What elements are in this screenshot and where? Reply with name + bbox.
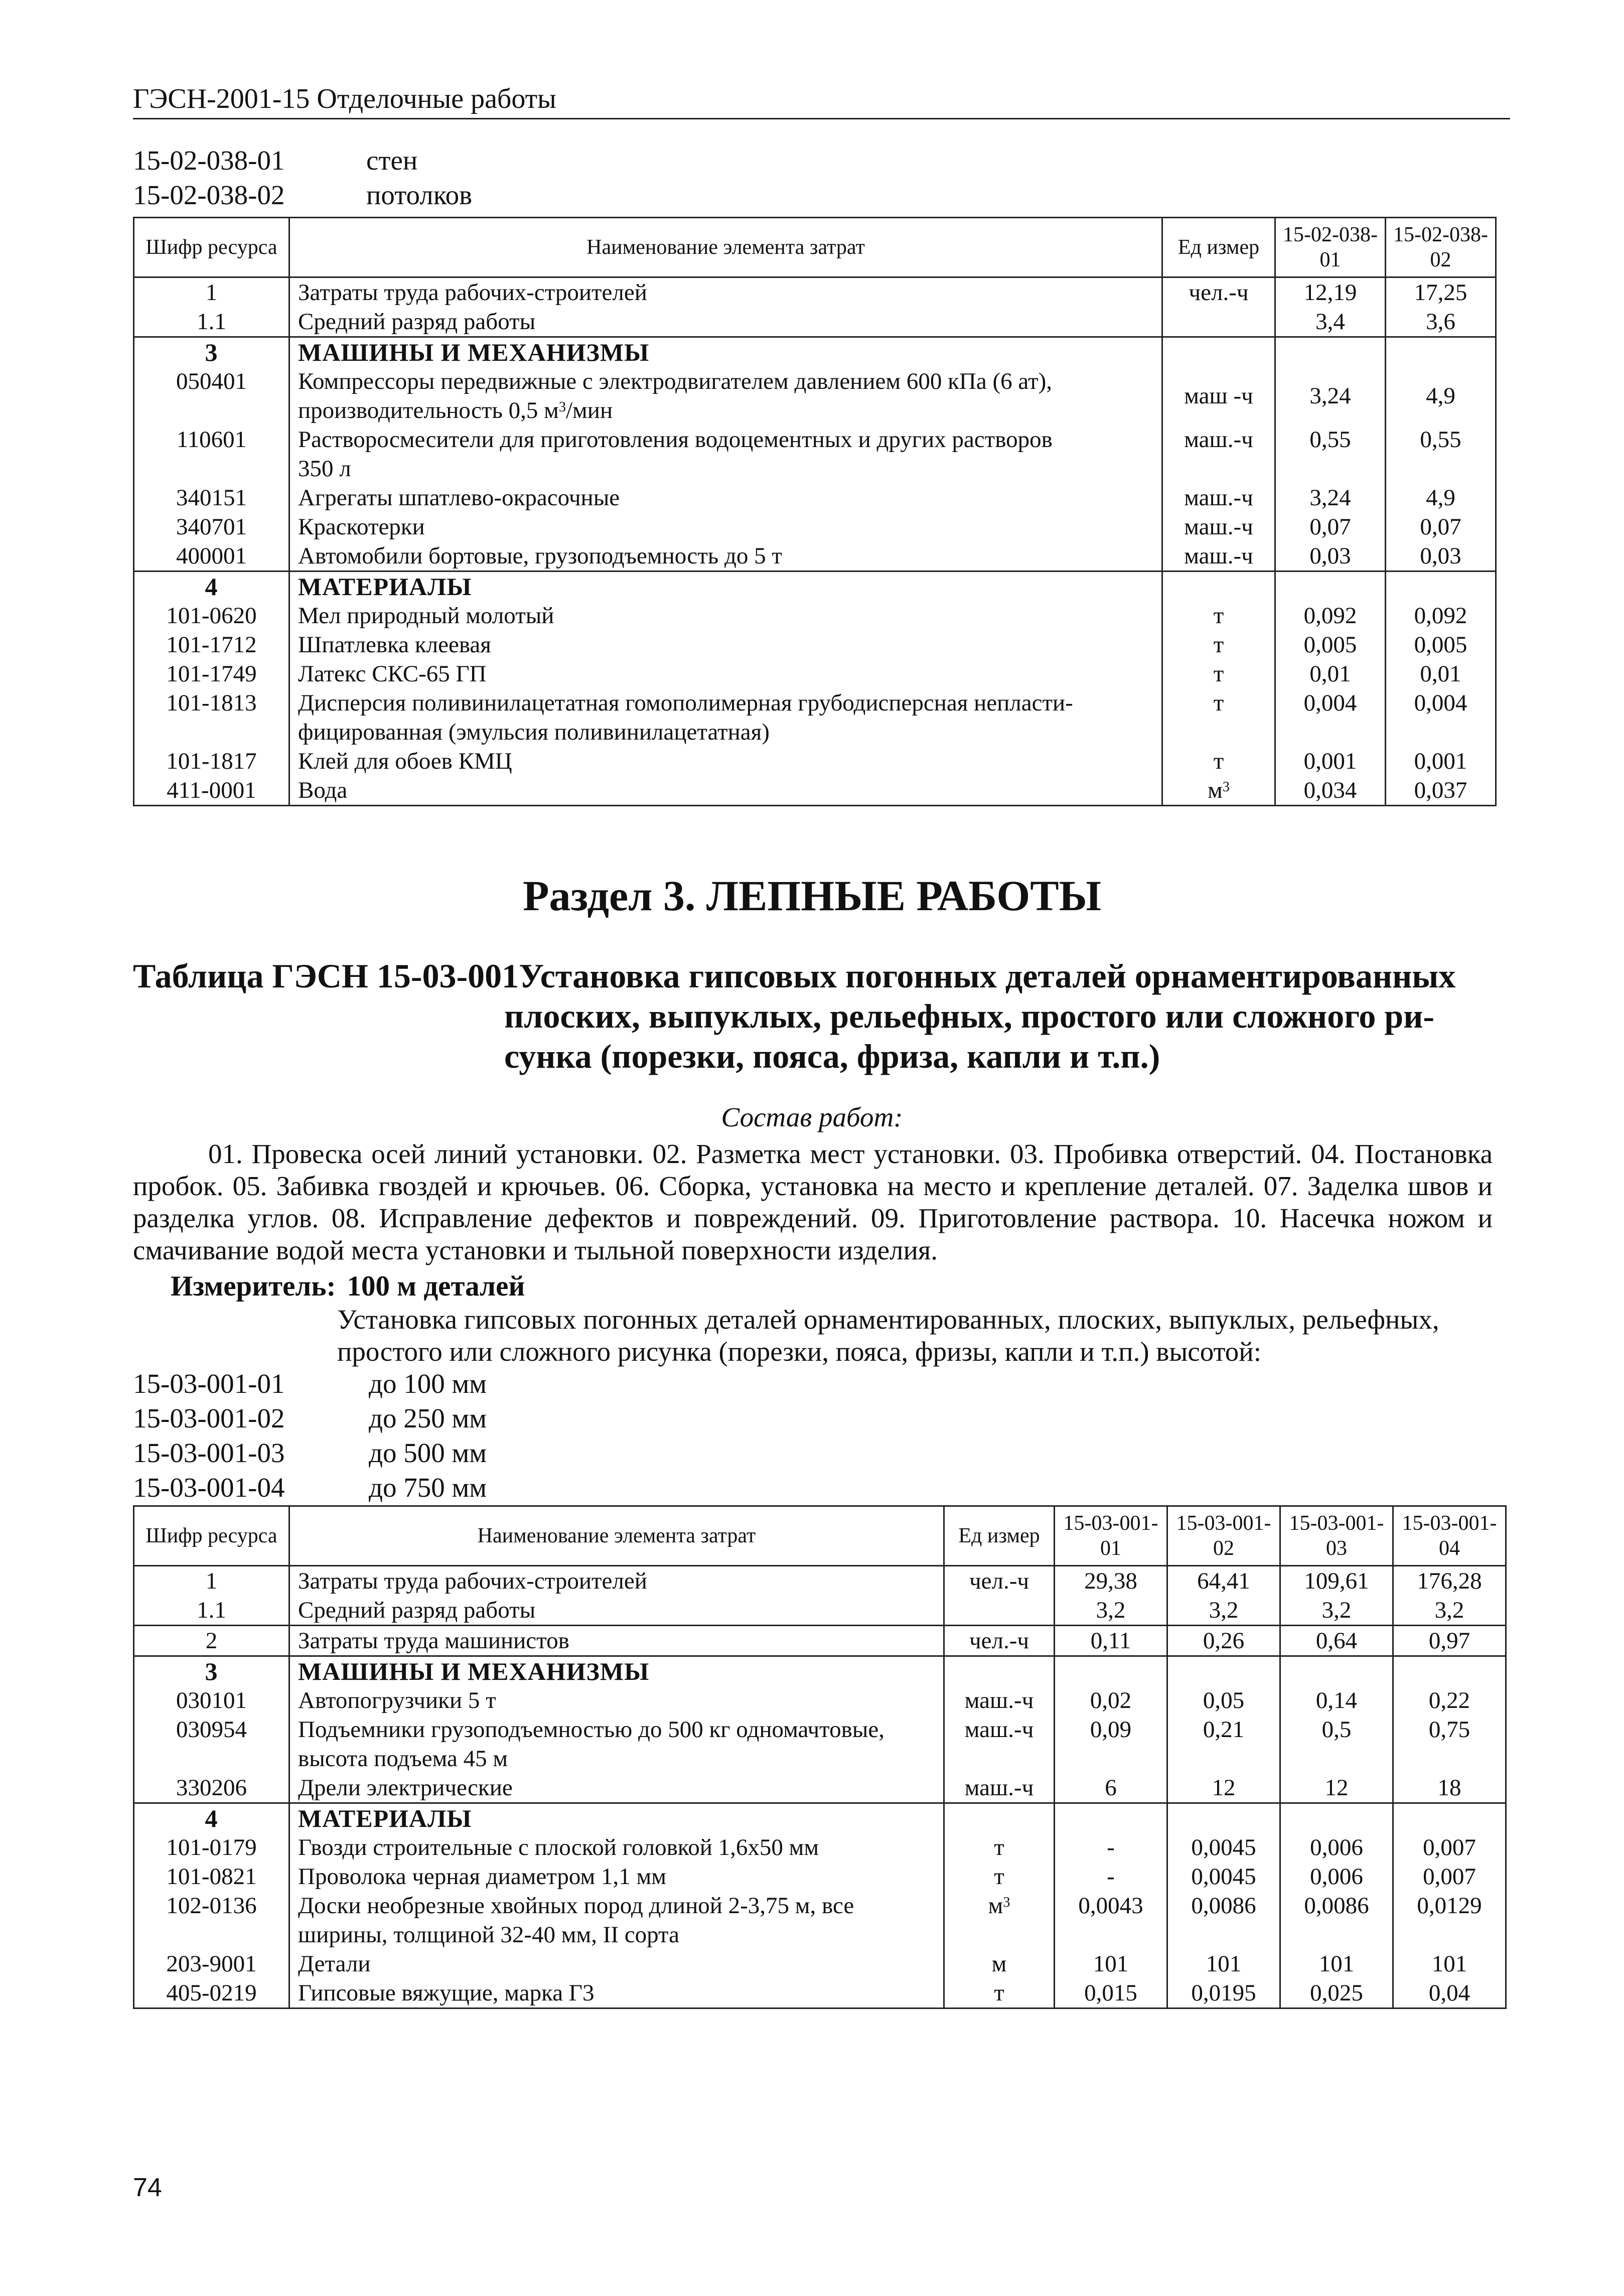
table-header-row [134,1506,1506,1566]
cell-code: 110601 [134,425,289,483]
running-header: ГЭСН-2001-15 Отделочные работы [133,83,1510,119]
top-code-list [133,143,472,212]
cell-name: Агрегаты шпатлево-окрасочные [289,483,1162,512]
cell-value: 0,11 [1055,1626,1167,1656]
table-row [134,659,1496,688]
cell-unit: маш.-ч [1162,425,1275,483]
code: 15-02-038-02 [133,180,285,210]
table-row [134,1596,1506,1626]
cell-code: 102-0136 [134,1891,289,1949]
header-col2: 15-02-038-02 [1386,218,1496,277]
cell-name: Шпатлевка клеевая [289,630,1162,659]
cell-value: 18 [1393,1773,1506,1803]
cell-name: Автомобили бортовые, грузоподъемность до 5 т [289,541,1162,571]
table-row [134,1891,1506,1949]
cell-unit: маш.-ч [1162,512,1275,541]
cell-value: 3,6 [1386,307,1496,337]
cell-unit: т [944,1978,1055,2008]
table-title [133,956,1478,1076]
cell-value: 0,26 [1167,1626,1280,1656]
header-col1: 15-02-038-01 [1275,218,1386,277]
cell-value: 0,005 [1386,630,1496,659]
table-row [134,776,1496,806]
cell-value: 0,97 [1393,1626,1506,1656]
cell-name: Затраты труда машинистов [289,1626,944,1656]
table-row [134,1715,1506,1773]
cell-value: 0,05 [1167,1686,1280,1715]
cell-name: Проволока черная диаметром 1,1 мм [289,1862,944,1891]
code: 15-03-001-01 [133,1368,285,1399]
cell-code: 1 [134,277,289,308]
table-row [134,512,1496,541]
cell-unit [944,1596,1055,1626]
cell-value: 0,01 [1275,659,1386,688]
cell-unit: маш.-ч [944,1686,1055,1715]
cell-value: 101 [1393,1949,1506,1978]
cell-value: 6 [1055,1773,1167,1803]
table-row [134,277,1496,308]
resource-table-15-03-001 [133,1505,1507,2009]
cell-code: 050401 [134,367,289,425]
cell-code: 411-0001 [134,776,289,806]
table-row [134,1686,1506,1715]
cell-code: 101-1749 [134,659,289,688]
cell-value: 4,9 [1386,367,1496,425]
cell-value: 0,005 [1275,630,1386,659]
table-row [134,425,1496,483]
cell-code: 340151 [134,483,289,512]
table-section-row [134,571,1496,602]
cell-name-line: Растворосмесители для приготовления водоцементных и других растворов [298,426,1053,453]
code-row [133,1470,487,1505]
cell-value: 3,2 [1393,1596,1506,1626]
header-code: Шифр ресурса [134,218,289,277]
header-col3: 15-03-001-03 [1280,1506,1393,1566]
cell-unit: т [944,1862,1055,1891]
cell-value: 64,41 [1167,1566,1280,1596]
cell-name-line: высота подъема 45 м [298,1746,508,1772]
cell-code: 2 [134,1626,289,1656]
table-row [134,1862,1506,1891]
cell-value: 0,07 [1275,512,1386,541]
table-row [134,1833,1506,1862]
resource-table-15-02-038 [133,217,1497,806]
table-header-row [134,218,1496,277]
cell-code: 340701 [134,512,289,541]
cell-value: 4,9 [1386,483,1496,512]
header-col2: 15-03-001-02 [1167,1506,1280,1566]
cell-code: 405-0219 [134,1978,289,2008]
cell-value: 0,07 [1386,512,1496,541]
cell-code: 4 [134,1803,289,1833]
cell-value: 0,55 [1386,425,1496,483]
cell-value: 0,0045 [1167,1833,1280,1862]
cell-value: 0,22 [1393,1686,1506,1715]
header-col1: 15-03-001-01 [1055,1506,1167,1566]
cell-name-line: фицированная (эмульсия поливинилацетатная) [298,719,770,745]
table-row [134,601,1496,630]
cell-value: - [1055,1862,1167,1891]
cell-code: 3 [134,337,289,367]
cell-value: 0,5 [1280,1715,1393,1773]
table-section-row [134,1656,1506,1686]
cell-value: 0,75 [1393,1715,1506,1773]
code-name: до 250 мм [369,1403,487,1433]
cell-name: Затраты труда рабочих-строителей [289,1566,944,1596]
cell-name: Мел природный молотый [289,601,1162,630]
cell-unit: м [944,1949,1055,1978]
cell-name: Гипсовые вяжущие, марка Г3 [289,1978,944,2008]
cell-value: 0,02 [1055,1686,1167,1715]
cell-value: 0,004 [1386,688,1496,747]
table-row [134,307,1496,337]
cell-unit: чел.-ч [944,1566,1055,1596]
table-row [134,747,1496,776]
code-name: потолков [366,180,473,210]
cell-name-line: производительность 0,5 $м^3$/мин [298,397,613,423]
code-name: до 100 мм [369,1368,487,1399]
cell-value: 0,034 [1275,776,1386,806]
cell-value: 0,025 [1280,1978,1393,2008]
cell-value: 101 [1280,1949,1393,1978]
cell-code: 3 [134,1656,289,1686]
cell-name: Автопогрузчики 5 т [289,1686,944,1715]
cell-value: 0,007 [1393,1862,1506,1891]
cell-unit: т [1162,747,1275,776]
cell-value: 0,0086 [1167,1891,1280,1949]
cell-code: 101-1712 [134,630,289,659]
table-section-row [134,337,1496,367]
cell-name: Средний разряд работы [289,307,1162,337]
cell-value: 0,64 [1280,1626,1393,1656]
cell-code: 101-1813 [134,688,289,747]
code-name: до 750 мм [369,1472,487,1503]
work-composition-text: 01. Провеска осей линий установки. 02. Разметка мест установки. 03. Пробивка отверстий. 04. Постановка пробок. 05. Забивка гвоздей и крючьев. 06. Сборка, установка на место и крепление деталей. 07. Заделка швов и разделка углов. 08. Исправление дефектов и повреждений. 09. Приготовление раствора. 10. Насечка ножом и смачивание водой места установки и тыльной поверхности изделия. [133,1138,1493,1265]
cell-unit: $м^3$ [1162,776,1275,806]
cell-name: Вода [289,776,1162,806]
cell-value: 0,001 [1275,747,1386,776]
cell-name [289,425,1162,483]
cell-name [289,1715,944,1773]
cell-value: 0,092 [1275,601,1386,630]
cell-value: 0,001 [1386,747,1496,776]
header-col4: 15-03-001-04 [1393,1506,1506,1566]
section-heading: МАТЕРИАЛЫ [289,571,1162,602]
cell-code: 030954 [134,1715,289,1773]
cell-value: 0,04 [1393,1978,1506,2008]
table-row [134,483,1496,512]
cell-value: 3,2 [1280,1596,1393,1626]
cell-value: 29,38 [1055,1566,1167,1596]
cell-unit: маш.-ч [1162,541,1275,571]
code-name: до 500 мм [369,1438,487,1468]
cell-code: 101-0620 [134,601,289,630]
table-row [134,1773,1506,1803]
cell-name: Латекс СКС-65 ГП [289,659,1162,688]
cell-value: 0,55 [1275,425,1386,483]
cell-name: Клей для обоев КМЦ [289,747,1162,776]
cell-name-line: Дисперсия поливинилацетатная гомополимерная грубодисперсная непласти- [298,690,1073,716]
cell-value: - [1055,1833,1167,1862]
cell-name: Краскотерки [289,512,1162,541]
code-row [133,178,472,212]
measure-description: Установка гипсовых погонных деталей орнаментированных, плоских, выпуклых, рельефных, простого или сложного рисунка (порезки, пояса, фризы, капли и т.п.) высотой: [337,1304,1439,1367]
cell-code: 1.1 [134,307,289,337]
cell-value: 17,25 [1386,277,1496,308]
section-heading: МАТЕРИАЛЫ [289,1803,944,1833]
cell-unit: чел.-ч [944,1626,1055,1656]
cell-value: 12 [1280,1773,1393,1803]
table-row [134,688,1496,747]
table-row [134,541,1496,571]
cell-unit: маш.-ч [1162,483,1275,512]
header-code: Шифр ресурса [134,1506,289,1566]
cell-code: 101-0179 [134,1833,289,1862]
table-title-line: Установка гипсовых погонных деталей орнаментированных [519,957,1456,995]
cell-name: Средний разряд работы [289,1596,944,1626]
cell-value: 3,2 [1167,1596,1280,1626]
cell-name [289,1891,944,1949]
code-name: стен [366,145,418,176]
cell-name-line: ширины, толщиной 32-40 мм, II сорта [298,1922,680,1948]
code-row [133,143,472,178]
cell-unit: т [1162,659,1275,688]
section-heading: МАШИНЫ И МЕХАНИЗМЫ [289,1656,944,1686]
cell-value: 3,24 [1275,367,1386,425]
cell-value: 0,006 [1280,1833,1393,1862]
cell-code: 203-9001 [134,1949,289,1978]
code-row [133,1366,487,1401]
cell-value: 12 [1167,1773,1280,1803]
cell-name: Гвозди строительные с плоской головкой 1,6х50 мм [289,1833,944,1862]
cell-value: 0,015 [1055,1978,1167,2008]
cell-value: 0,03 [1275,541,1386,571]
code-row [133,1436,487,1470]
cell-value: 109,61 [1280,1566,1393,1596]
cell-code: 1 [134,1566,289,1596]
table-title-line: сунка (порезки, пояса, фриза, капли и т.п.) [504,1037,1160,1075]
cell-value: 101 [1167,1949,1280,1978]
cell-code: 4 [134,571,289,602]
measure-line [171,1270,525,1303]
cell-value: 0,0129 [1393,1891,1506,1949]
header-unit: Ед измер [944,1506,1055,1566]
cell-value: 12,19 [1275,277,1386,308]
cell-unit: т [944,1833,1055,1862]
code-list [133,1366,487,1505]
cell-unit: $м^3$ [944,1891,1055,1949]
cell-unit [1162,307,1275,337]
code: 15-02-038-01 [133,145,285,176]
cell-value: 176,28 [1393,1566,1506,1596]
table-section-row [134,1803,1506,1833]
cell-name-line: Компрессоры передвижные с электродвигателем давлением 600 кПа (6 ат), [298,368,1052,394]
cell-unit: т [1162,688,1275,747]
cell-code: 1.1 [134,1596,289,1626]
cell-value: 0,0195 [1167,1978,1280,2008]
page-number: 74 [133,2173,162,2202]
cell-unit: т [1162,630,1275,659]
cell-value: 101 [1055,1949,1167,1978]
table-row [134,630,1496,659]
header-name: Наименование элемента затрат [289,1506,944,1566]
cell-value: 0,037 [1386,776,1496,806]
work-composition-label: Состав работ: [721,1102,903,1132]
cell-value: 0,007 [1393,1833,1506,1862]
header-unit: Ед измер [1162,218,1275,277]
cell-value: 0,09 [1055,1715,1167,1773]
section-title: Раздел 3. ЛЕПНЫЕ РАБОТЫ [522,872,1102,920]
cell-code: 030101 [134,1686,289,1715]
cell-value: 0,0043 [1055,1891,1167,1949]
cell-code: 330206 [134,1773,289,1803]
cell-name-line: 350 л [298,456,351,482]
cell-value: 0,004 [1275,688,1386,747]
cell-value: 0,092 [1386,601,1496,630]
table-row [134,1978,1506,2008]
cell-code: 101-1817 [134,747,289,776]
cell-value: 0,21 [1167,1715,1280,1773]
code: 15-03-001-02 [133,1403,285,1433]
table-title-line: плоских, выпуклых, рельефных, простого или сложного ри- [504,997,1435,1035]
code: 15-03-001-04 [133,1472,285,1503]
cell-unit: маш.-ч [944,1773,1055,1803]
section-heading: МАШИНЫ И МЕХАНИЗМЫ [289,337,1162,367]
code: 15-03-001-03 [133,1438,285,1468]
table-row [134,367,1496,425]
cell-name [289,367,1162,425]
cell-value: 3,2 [1055,1596,1167,1626]
cell-value: 3,24 [1275,483,1386,512]
cell-code: 101-0821 [134,1862,289,1891]
cell-name-line: Подъемники грузоподъемностью до 500 кг одномачтовые, [298,1716,884,1743]
cell-name [289,688,1162,747]
measure-value: 100 м деталей [347,1270,525,1302]
cell-name-line: Доски необрезные хвойных пород длиной 2-3,75 м, все [298,1893,854,1919]
cell-unit: маш.-ч [944,1715,1055,1773]
table-title-lead: Таблица ГЭСН 15-03-001 [133,957,519,995]
cell-value: 3,4 [1275,307,1386,337]
header-name: Наименование элемента затрат [289,218,1162,277]
cell-value: 0,0045 [1167,1862,1280,1891]
cell-value: 0,006 [1280,1862,1393,1891]
cell-value: 0,01 [1386,659,1496,688]
cell-unit: т [1162,601,1275,630]
cell-value: 0,03 [1386,541,1496,571]
cell-unit: чел.-ч [1162,277,1275,308]
table-row [134,1626,1506,1656]
cell-name: Затраты труда рабочих-строителей [289,277,1162,308]
measure-label: Измеритель: [171,1270,336,1302]
cell-code: 400001 [134,541,289,571]
table-row [134,1566,1506,1596]
cell-value: 0,14 [1280,1686,1393,1715]
cell-value: 0,0086 [1280,1891,1393,1949]
table-row [134,1949,1506,1978]
cell-name: Дрели электрические [289,1773,944,1803]
cell-name: Детали [289,1949,944,1978]
code-row [133,1401,487,1436]
cell-unit: маш -ч [1162,367,1275,425]
